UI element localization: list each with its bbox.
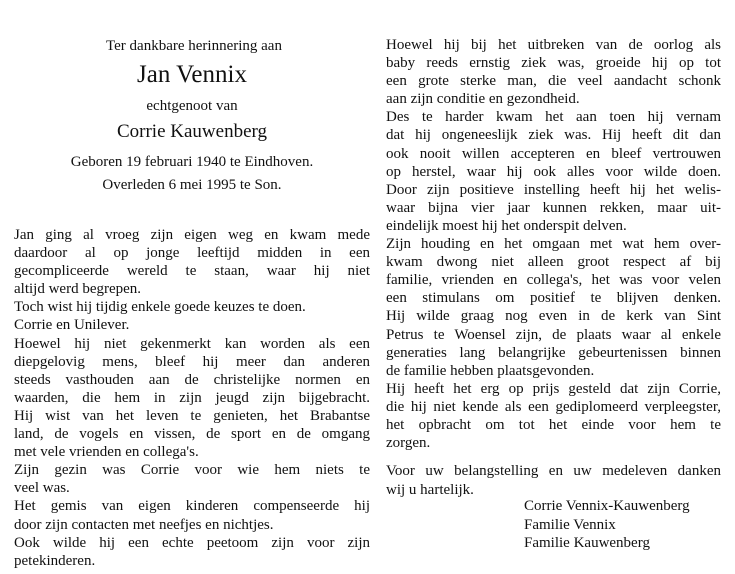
text-line: generaties lang belangrijke gebeurtenissen binnen xyxy=(386,344,721,361)
family-signatures xyxy=(524,497,690,553)
text-line: Toch wist hij tijdig enkele goede keuzes te doen. xyxy=(14,299,306,316)
text-line: waar bijna vier jaar kunnen rekken, maar uit- xyxy=(386,199,721,216)
text-line: petekinderen. xyxy=(14,552,96,569)
text-line: Het gemis van eigen kinderen compenseerde hij xyxy=(14,498,370,515)
text-line: die hij niet kende als een gediplomeerd verpleegster, xyxy=(386,398,721,415)
text-line: Des te harder kwam het aan toen hij vernam xyxy=(386,109,721,126)
left-text-body xyxy=(14,226,370,570)
closing-line: Voor uw belangstelling en uw medeleven danken xyxy=(386,463,721,479)
signature-line: Familie Kauwenberg xyxy=(524,535,650,551)
signature-line: Corrie Vennix-Kauwenberg xyxy=(524,498,690,514)
right-text-body xyxy=(386,36,721,452)
text-line: een grote sterke man, die veel aandacht schonk xyxy=(386,73,721,90)
death-line: Overleden 6 mei 1995 te Son. xyxy=(102,177,282,193)
text-line: het opbracht om tot het einde voor hem te xyxy=(386,416,721,433)
text-line: Hoewel hij niet gekenmerkt kan worden als een xyxy=(14,335,370,352)
text-line: steeds vasthouden aan de christelijke normen en xyxy=(14,371,370,388)
right-page xyxy=(386,0,721,574)
text-line: met vele vrienden en collega's. xyxy=(14,444,199,461)
text-line: Jan ging al vroeg zijn eigen weg en kwam mede xyxy=(14,227,370,243)
text-line: aan zijn conditie en gezondheid. xyxy=(386,91,580,108)
text-line: veel was. xyxy=(14,480,70,497)
text-line: Hij wilde graag nog even in de kerk van Sint xyxy=(386,308,721,325)
text-line: Door zijn positieve instelling heeft hij het welis- xyxy=(386,181,721,198)
closing-line: wij u hartelijk. xyxy=(386,482,474,498)
text-line: ook nooit willen accepteren en bleef vertrouwen xyxy=(386,145,721,162)
text-line: Petrus te Woensel zijn, de plaats waar al enkele xyxy=(386,326,721,343)
intro-line: Ter dankbare herinnering aan xyxy=(106,38,282,54)
text-line: een stimulans om positief te blijven denken. xyxy=(386,290,721,307)
text-line: altijd werd begrepen. xyxy=(14,281,142,298)
text-line: baby reeds ernstig ziek was, groeide hij op tot xyxy=(386,55,721,72)
text-line: familie, vrienden en collega's, het was voor velen xyxy=(386,272,721,289)
deceased-name: Jan Vennix xyxy=(137,61,247,88)
closing-thanks xyxy=(386,462,721,500)
text-line: Zijn gezin was Corrie voor wie hem niets te xyxy=(14,462,370,479)
text-line: door zijn contacten met neefjes en nichtjes. xyxy=(14,516,274,533)
text-line: Hij wist van het leven te genieten, het Brabantse xyxy=(14,407,370,424)
text-line: Zijn houding en het omgaan met wat hem over- xyxy=(386,236,721,253)
birth-line: Geboren 19 februari 1940 te Eindhoven. xyxy=(70,154,314,170)
text-line: Hoewel hij bij het uitbreken van de oorlog als xyxy=(386,37,721,53)
spouse-name: Corrie Kauwenberg xyxy=(116,121,267,142)
text-line: dat hij ongeneeslijk ziek was. Hij heeft dit dan xyxy=(386,127,721,144)
text-line: eindelijk moest hij het onderspit delven. xyxy=(386,217,627,234)
text-line: Ook wilde hij een echte peetoom zijn voor zijn xyxy=(14,534,370,551)
text-line: zorgen. xyxy=(386,435,431,452)
left-page xyxy=(14,0,370,574)
signature-line: Familie Vennix xyxy=(524,516,616,533)
text-line: op herstel, waar hij ook alles voor wilde doen. xyxy=(386,163,721,180)
text-line: Hij heeft het erg op prijs gesteld dat zijn Corrie, xyxy=(386,380,721,397)
relation-line: echtgenoot van xyxy=(146,98,238,114)
text-line: kwam dwong niet alleen groot respect af bij xyxy=(386,254,721,271)
text-line: diepgelovig mens, bleef hij meer dan anderen xyxy=(14,353,370,370)
text-line: Corrie en Unilever. xyxy=(14,317,130,334)
text-line: waarden, die hem in zijn jeugd zijn bijgebracht. xyxy=(14,389,370,406)
text-line: de familie hebben plaatsgevonden. xyxy=(386,362,595,379)
text-line: land, de vogels en vissen, de sport en de omgang xyxy=(14,426,370,443)
text-line: gecompliceerde wereld te staan, waar hij niet xyxy=(14,263,370,280)
text-line: daardoor al op jonge leeftijd midden in een xyxy=(14,245,370,262)
